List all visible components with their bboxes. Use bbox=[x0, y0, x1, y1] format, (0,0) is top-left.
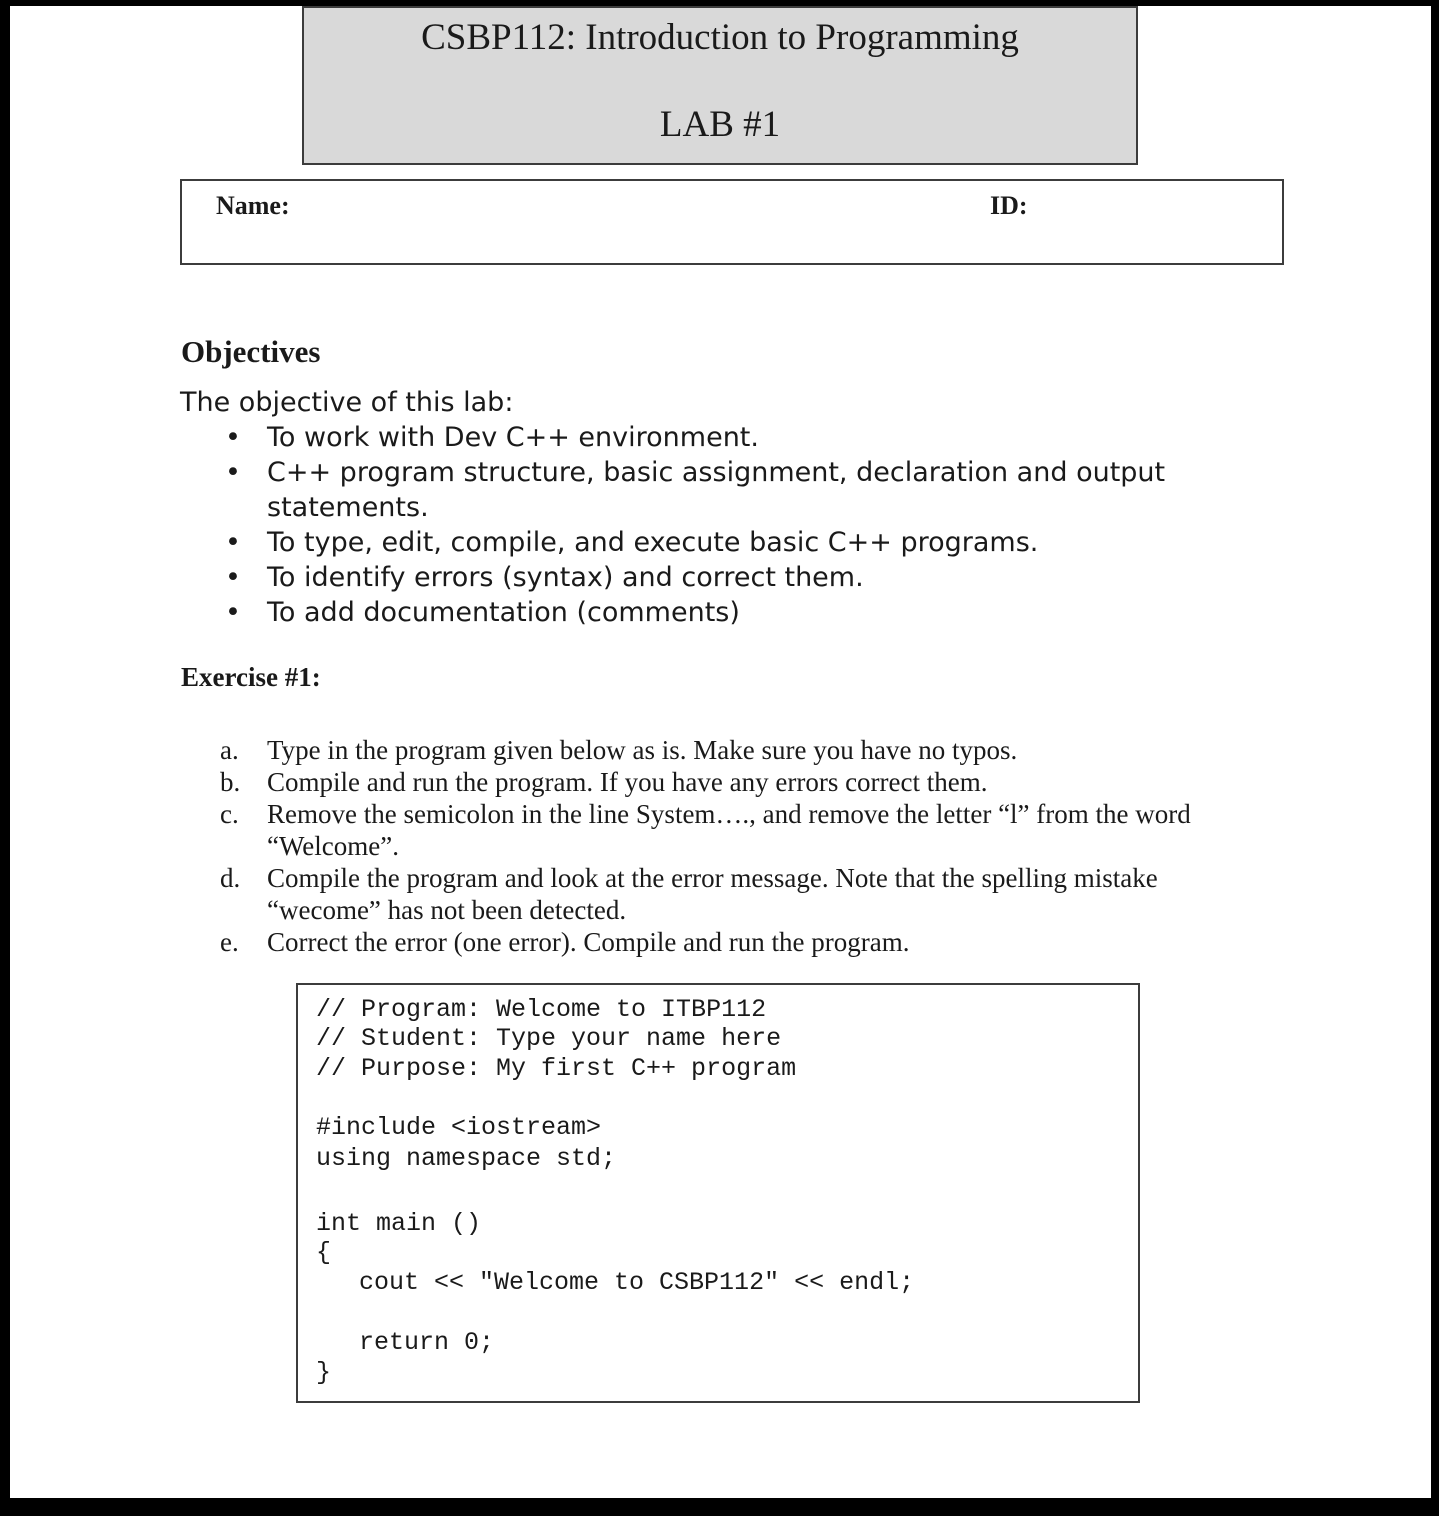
objectives-list bbox=[223, 420, 1223, 630]
exercise-steps bbox=[220, 734, 1240, 958]
code-line: using namespace std; bbox=[316, 1144, 617, 1173]
list-item: • To work with Dev C++ environment. bbox=[225, 422, 759, 453]
bullet-icon: • bbox=[225, 562, 241, 593]
list-item bbox=[220, 862, 1240, 926]
code-box bbox=[296, 983, 1140, 1403]
list-item bbox=[220, 926, 1240, 958]
step-letter: d. bbox=[220, 863, 241, 893]
step-text: Compile the program and look at the error message. Note that the spelling mistake “wecome” has not been detected. bbox=[267, 863, 1158, 925]
list-item: • C++ program structure, basic assignment, declaration and output statements. bbox=[225, 457, 1166, 523]
step-text: Remove the semicolon in the line System…., and remove the letter “l” from the word “Welcome”. bbox=[267, 799, 1191, 861]
code-line: // Student: Type your name here bbox=[316, 1024, 782, 1053]
list-item bbox=[220, 798, 1240, 862]
list-item: • To type, edit, compile, and execute basic C++ programs. bbox=[225, 527, 1039, 558]
bullet-icon: • bbox=[225, 422, 241, 453]
step-text: Correct the error (one error). Compile and run the program. bbox=[267, 927, 910, 957]
lab-title: LAB #1 bbox=[659, 104, 781, 145]
objectives-heading: Objectives bbox=[181, 334, 321, 369]
code-line: return 0; bbox=[359, 1328, 495, 1357]
list-item: • To identify errors (syntax) and correct them. bbox=[225, 562, 864, 593]
step-letter: e. bbox=[220, 927, 239, 957]
exercise-heading: Exercise #1: bbox=[181, 662, 321, 692]
step-letter: c. bbox=[220, 799, 239, 829]
document-page bbox=[10, 6, 1431, 1498]
code-line: // Purpose: My first C++ program bbox=[316, 1054, 797, 1083]
code-line: int main () bbox=[316, 1209, 482, 1238]
list-item: • To add documentation (comments) bbox=[225, 597, 740, 628]
name-label: Name: bbox=[216, 191, 290, 220]
code-line: { bbox=[316, 1238, 332, 1267]
bullet-icon: • bbox=[225, 457, 241, 488]
student-info-box bbox=[180, 179, 1284, 265]
list-item bbox=[220, 734, 1240, 766]
code-line: } bbox=[316, 1358, 332, 1387]
id-label: ID: bbox=[990, 191, 1028, 220]
bullet-icon: • bbox=[225, 527, 241, 558]
objectives-intro: The objective of this lab: bbox=[180, 387, 514, 418]
code-line: #include <iostream> bbox=[316, 1113, 602, 1142]
step-text: Compile and run the program. If you have any errors correct them. bbox=[267, 767, 988, 797]
code-line: // Program: Welcome to ITBP112 bbox=[316, 995, 767, 1024]
code-line: cout << "Welcome to CSBP112" << endl; bbox=[359, 1268, 915, 1297]
course-title: CSBP112: Introduction to Programming bbox=[421, 17, 1019, 58]
title-box bbox=[302, 6, 1138, 165]
step-letter: b. bbox=[220, 767, 241, 797]
step-text: Type in the program given below as is. Make sure you have no typos. bbox=[267, 735, 1018, 765]
list-item bbox=[220, 766, 1240, 798]
bullet-icon: • bbox=[225, 597, 241, 628]
step-letter: a. bbox=[220, 735, 239, 765]
